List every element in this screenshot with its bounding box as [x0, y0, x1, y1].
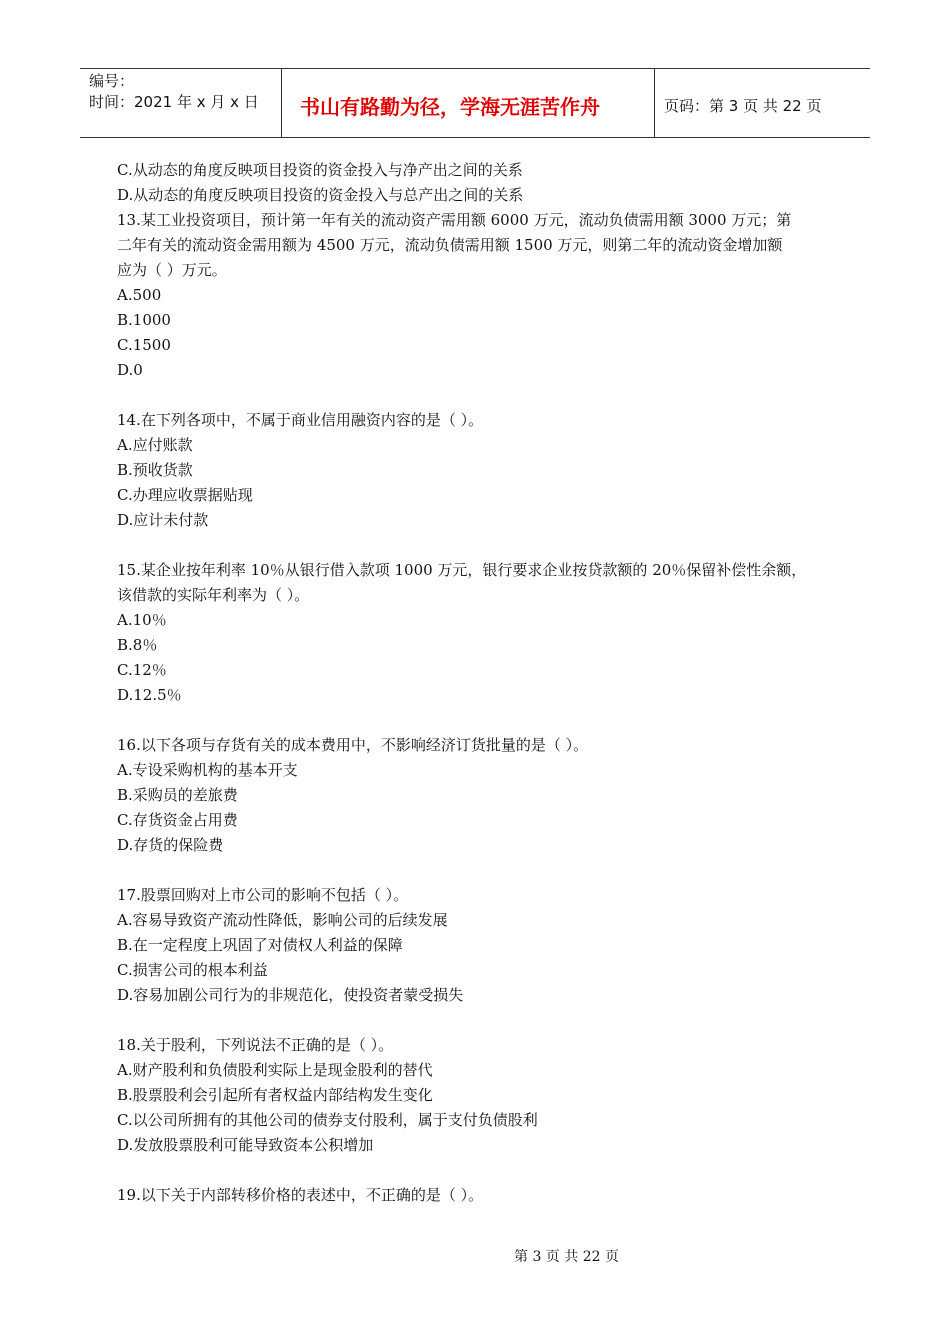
doc-date-label: 时间：2021 年 x 月 x 日: [89, 93, 259, 111]
question-block: [117, 883, 857, 1008]
option-line: B.在一定程度上巩固了对债权人利益的保障: [117, 936, 403, 954]
question-stem: 15.某企业按年利率 10％从银行借入款项 1000 万元，银行要求企业按贷款额的 20％保留补偿性余额，: [117, 561, 807, 579]
option-line: B.1000: [117, 311, 171, 329]
option-line: A.财产股利和负债股利实际上是现金股利的替代: [117, 1061, 433, 1079]
option-line: B.8％: [117, 636, 158, 654]
option-line: B.股票股利会引起所有者权益内部结构发生变化: [117, 1086, 433, 1104]
option-line: A.10％: [117, 611, 167, 629]
option-line: D.发放股票股利可能导致资本公积增加: [117, 1136, 374, 1154]
option-line: A.应付账款: [117, 436, 193, 454]
question-stem: 13.某工业投资项目，预计第一年有关的流动资产需用额 6000 万元，流动负债需用额 3000 万元；第: [117, 211, 792, 229]
question-stem: 19.以下关于内部转移价格的表述中，不正确的是（ ）。: [117, 1186, 484, 1204]
question-block: [117, 1183, 857, 1208]
carryover-options: [117, 158, 857, 208]
option-line: A.专设采购机构的基本开支: [117, 761, 298, 779]
option-line: C.以公司所拥有的其他公司的债券支付股利，属于支付负债股利: [117, 1111, 538, 1129]
option-line: C.1500: [117, 336, 171, 354]
question-stem: 17.股票回购对上市公司的影响不包括（ ）。: [117, 886, 409, 904]
option-line: B.预收货款: [117, 461, 193, 479]
question-block: [117, 733, 857, 858]
header-info-cell: [80, 69, 282, 137]
option-line: D.应计未付款: [117, 511, 209, 529]
option-line: C.损害公司的根本利益: [117, 961, 268, 979]
question-block: [117, 208, 857, 383]
option-line: D.容易加剧公司行为的非规范化，使投资者蒙受损失: [117, 986, 464, 1004]
doc-number-label: 编号：: [89, 72, 135, 90]
question-stem: 16.以下各项与存货有关的成本费用中，不影响经济订货批量的是（ ）。: [117, 736, 589, 754]
option-line: D.12.5％: [117, 686, 182, 704]
page-header: [80, 68, 870, 138]
option-line: D.0: [117, 361, 143, 379]
question-list: [117, 208, 857, 1208]
question-stem: 二年有关的流动资金需用额为 4500 万元，流动负债需用额 1500 万元，则第二年的流动资金增加额: [117, 236, 783, 254]
header-motto: 书山有路勤为径，学海无涯苦作舟: [300, 94, 600, 119]
option-line: C.存货资金占用费: [117, 811, 238, 829]
question-stem: 应为（ ）万元。: [117, 261, 227, 279]
question-block: [117, 558, 857, 708]
header-page-cell: [655, 69, 870, 137]
page-footer: [0, 1246, 950, 1266]
option-line: C.从动态的角度反映项目投资的资金投入与净产出之间的关系: [117, 161, 523, 179]
question-block: [117, 408, 857, 533]
document-body: [117, 158, 857, 1208]
option-line: A.容易导致资产流动性降低，影响公司的后续发展: [117, 911, 448, 929]
question-block: [117, 1033, 857, 1158]
footer-page-number: 第 3 页 共 22 页: [514, 1249, 619, 1265]
question-stem: 该借款的实际年利率为（ ）。: [117, 586, 310, 604]
option-line: D.从动态的角度反映项目投资的资金投入与总产出之间的关系: [117, 186, 524, 204]
option-line: D.存货的保险费: [117, 836, 224, 854]
option-line: C.12％: [117, 661, 167, 679]
option-line: A.500: [117, 286, 162, 304]
header-page-label: 页码：第 3 页 共 22 页: [664, 96, 822, 115]
option-line: B.采购员的差旅费: [117, 786, 238, 804]
header-motto-cell: [282, 69, 655, 137]
question-stem: 18.关于股利，下列说法不正确的是（ ）。: [117, 1036, 394, 1054]
question-stem: 14.在下列各项中，不属于商业信用融资内容的是（ ）。: [117, 411, 484, 429]
option-line: C.办理应收票据贴现: [117, 486, 253, 504]
